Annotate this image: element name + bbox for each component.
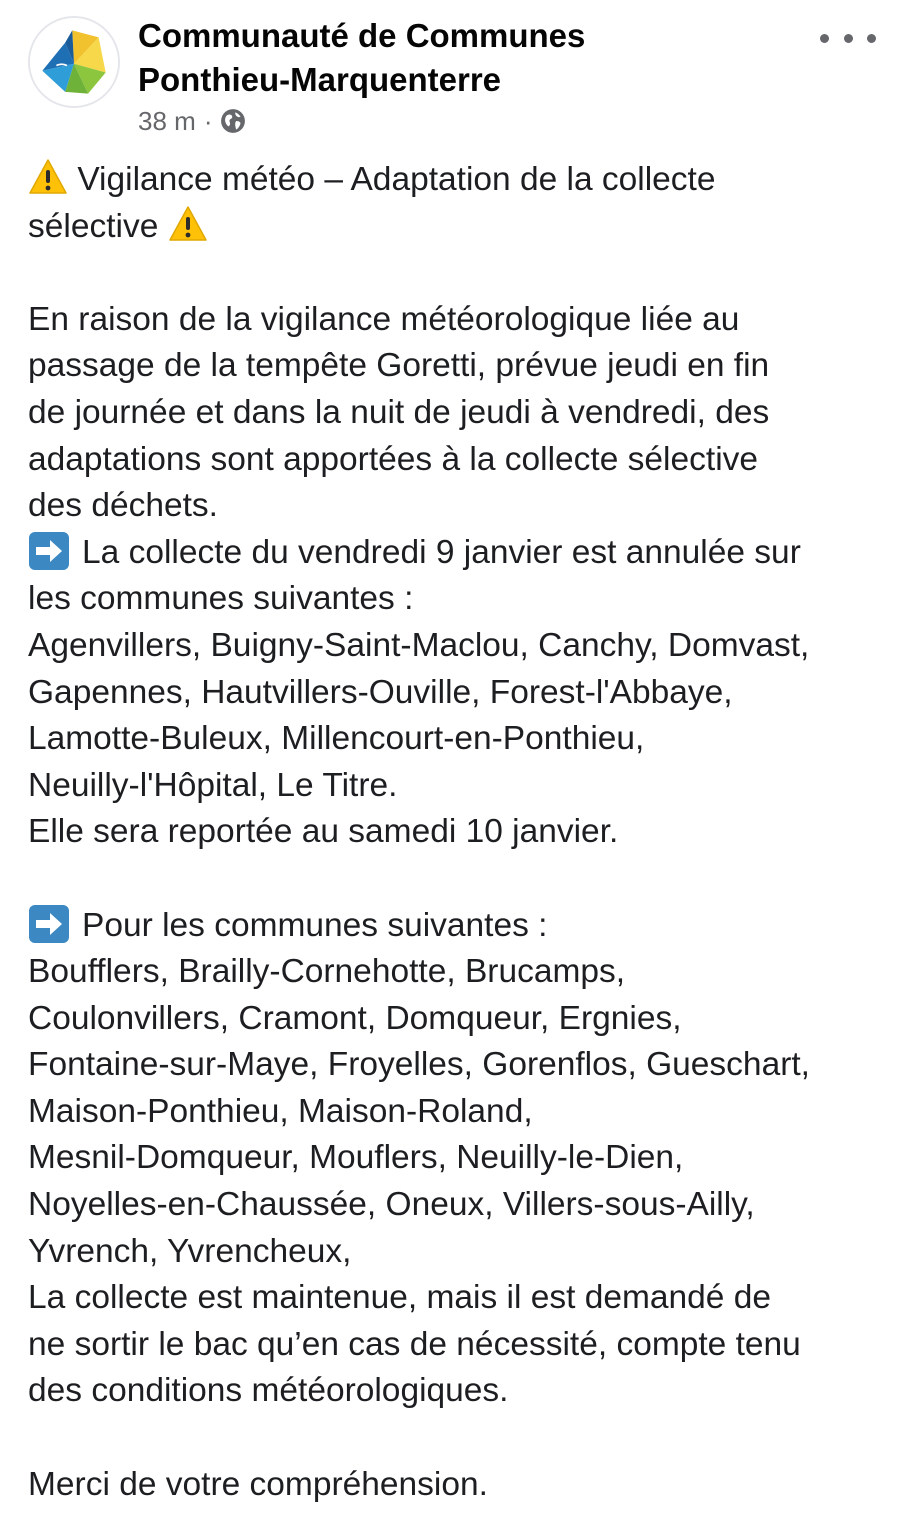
dot: [867, 34, 876, 43]
page-logo-icon: [30, 18, 118, 106]
warning-icon: [28, 158, 68, 196]
post-text: [28, 157, 878, 1508]
page-avatar[interactable]: [28, 16, 120, 108]
intro-line: passage de la tempête Goretti, prévue jeudi en fin: [28, 347, 770, 385]
section2-line: Noyelles-en-Chaussée, Oneux, Villers-sous-Ailly,: [28, 1186, 755, 1224]
section2-line: des conditions météorologiques.: [28, 1372, 509, 1410]
page-name-line2: Ponthieu-Marquenterre: [138, 61, 502, 98]
section2-line: Mesnil-Domqueur, Mouflers, Neuilly-le-Dien,: [28, 1139, 684, 1177]
section2-line: Yvrench, Yvrencheux,: [28, 1232, 352, 1270]
post-meta: [138, 106, 246, 136]
post-title-text1: Vigilance météo – Adaptation de la collecte: [77, 161, 716, 198]
meta-separator: ·: [203, 105, 213, 136]
intro-line: En raison de la vigilance météorologique liée au: [28, 300, 740, 338]
blank-line: [28, 856, 878, 903]
section2-line: Coulonvillers, Cramont, Domqueur, Ergnies,: [28, 999, 682, 1037]
section1-line: les communes suivantes :: [28, 580, 414, 618]
section1-line: Agenvillers, Buigny-Saint-Maclou, Canchy, Domvast,: [28, 626, 810, 664]
right-arrow-icon: [28, 531, 70, 571]
section1-line: Elle sera reportée au samedi 10 janvier.: [28, 813, 619, 851]
section2-head-text: Pour les communes suivantes :: [82, 906, 548, 944]
intro-line: adaptations sont apportées à la collecte sélective: [28, 440, 759, 478]
post-time[interactable]: 38 m: [138, 105, 196, 136]
blank-line: [28, 250, 878, 297]
section1-line: Gapennes, Hautvillers-Ouville, Forest-l'Abbaye,: [28, 673, 733, 711]
dot: [844, 34, 853, 43]
post-title-line1: [28, 157, 878, 204]
post-header: [28, 14, 880, 144]
section2-head: [28, 903, 878, 950]
section1-head: [28, 530, 878, 577]
right-arrow-icon: [28, 904, 70, 944]
page-name-line1: Communauté de Communes: [138, 17, 586, 54]
globe-icon[interactable]: [220, 108, 246, 134]
section2-line: La collecte est maintenue, mais il est demandé de: [28, 1279, 772, 1317]
post-title-text2: sélective: [28, 207, 159, 245]
section1-head-text: La collecte du vendredi 9 janvier est annulée sur: [82, 533, 801, 571]
page-name[interactable]: [138, 14, 798, 102]
post-title-line2: [28, 204, 878, 251]
intro-line: des déchets.: [28, 487, 218, 525]
section2-line: Fontaine-sur-Maye, Froyelles, Gorenflos, Gueschart,: [28, 1046, 810, 1084]
section1-line: Neuilly-l'Hôpital, Le Titre.: [28, 766, 398, 804]
intro-line: de journée et dans la nuit de jeudi à vendredi, des: [28, 393, 770, 431]
section2-line: Maison-Ponthieu, Maison-Roland,: [28, 1092, 533, 1130]
warning-icon: [168, 205, 208, 243]
section2-line: ne sortir le bac qu’en cas de nécessité, compte tenu: [28, 1325, 801, 1363]
more-dots-icon[interactable]: [820, 24, 876, 52]
closing-line: Merci de votre compréhension.: [28, 1465, 488, 1503]
blank-line: [28, 1415, 878, 1462]
section2-line: Boufflers, Brailly-Cornehotte, Brucamps,: [28, 953, 626, 991]
dot: [820, 34, 829, 43]
section1-line: Lamotte-Buleux, Millencourt-en-Ponthieu,: [28, 720, 645, 758]
